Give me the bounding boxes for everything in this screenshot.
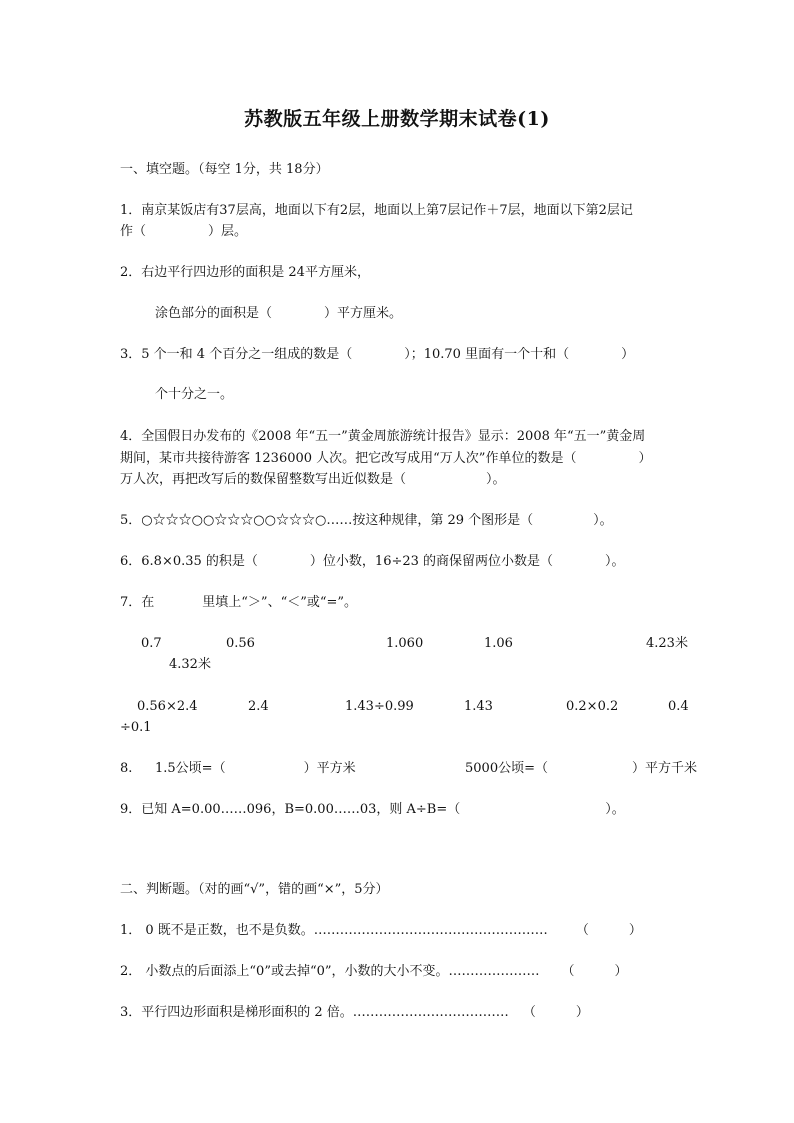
q7-text-a: 7．在: [120, 595, 155, 610]
q4-text-d: ）。: [486, 472, 506, 487]
q7-r1-compare-blank2[interactable]: [430, 634, 470, 654]
section2-header: 二、判断题。（对的画“√”，错的画“×”，5分）: [120, 882, 389, 897]
q4-line3: [120, 470, 506, 490]
q1-line2: [120, 222, 247, 242]
q5-line: [120, 511, 613, 531]
q6-text-b: ）位小数，16÷23 的商保留两位小数是（: [309, 554, 554, 569]
q3-line2: 个十分之一。: [155, 387, 234, 402]
judge-item-1-paren-right: ）: [628, 923, 642, 938]
q7-r1-item5: 4.23米: [646, 636, 688, 651]
q8-text-a: 1.5公顷=（: [155, 761, 226, 776]
judge-item-1-paren-left: （: [575, 923, 589, 938]
q2-line1-text: 2．右边平行四边形的面积是 24平方厘米，: [120, 265, 370, 280]
q7-instruction: [120, 593, 357, 613]
q7-r2-item3: 1.43÷0.99: [345, 699, 414, 714]
judge-item-2: [120, 962, 628, 982]
q3-text-c: ）: [621, 347, 635, 362]
q4-line2: [120, 449, 651, 469]
q3-text-b: ）；10.70 里面有一个十和（: [404, 347, 570, 362]
q2-line2: [155, 304, 402, 324]
q8-text-c: 5000公顷=（: [465, 761, 548, 776]
q7-text-b: 里填上“＞”、“＜”或“=”。: [202, 595, 358, 610]
q2-text-a: 涂色部分的面积是（: [155, 306, 273, 321]
q3-text-a: 3．5 个一和 4 个百分之一组成的数是（: [120, 347, 353, 362]
q5-text-b: ）。: [593, 513, 613, 528]
q8-text-b: ）平方米: [303, 761, 356, 776]
q9-text-b: ）。: [605, 802, 625, 817]
judge-item-3-text: 3．平行四边形面积是梯形面积的 2 倍。………………………………: [120, 1005, 509, 1020]
q4-text-a: 期间，某市共接待游客 1236000 人次。把它改写成用“万人次”作单位的数是（: [120, 451, 577, 466]
judge-item-3-paren-left: （: [522, 1005, 536, 1020]
judge-item-2-paren-right: ）: [614, 964, 628, 979]
q7-r1-item3: 1.060: [386, 636, 424, 651]
q7-r2-item5: 0.2×0.2: [566, 699, 619, 714]
q6-text-c: ）。: [605, 554, 625, 569]
q8-line: [155, 759, 356, 779]
q6-line: [120, 552, 625, 572]
q7-r2-item4: 1.43: [464, 699, 493, 714]
q9-line: [120, 800, 625, 820]
q4-text-b: ）: [638, 451, 652, 466]
q7-r1-item1: 0.7: [141, 636, 162, 651]
page-title: 苏教版五年级上册数学期末试卷(1): [244, 108, 550, 130]
q1-text-a: 作（: [120, 224, 147, 239]
judge-item-3-paren-right: ）: [575, 1005, 589, 1020]
q1-line1: 1．南京某饭店有37层高，地面以下有2层，地面以上第7层记作＋7层，地面以下第2层记: [120, 203, 633, 218]
q4-text-c: 万人次，再把改写后的数保留整数写出近似数是（: [120, 472, 407, 487]
judge-item-1: [120, 921, 642, 941]
q7-r2-item1: 0.56×2.4: [137, 699, 198, 714]
q9-text-a: 9．已知 A=0.00……096，B=0.00……03，则 A÷B=（: [120, 802, 461, 817]
q7-r1-item6: 4.32米: [169, 657, 211, 672]
q7-r1-item2: 0.56: [226, 636, 255, 651]
q8-number: 8.: [120, 761, 133, 776]
q7-r1-compare-blank1[interactable]: [175, 634, 215, 654]
q8-line2: [465, 759, 697, 779]
q7-r2-item6: 0.4: [668, 699, 689, 714]
q7-r2-item2: 2.4: [248, 699, 269, 714]
judge-item-2-text: 2． 小数点的后面添上“0”或去掉“0”，小数的大小不变。…………………: [120, 964, 540, 979]
judge-item-3: [120, 1003, 589, 1023]
section1-header: 一、填空题。（每空 1分，共 18分）: [120, 162, 329, 177]
q6-text-a: 6．6.8×0.35 的积是（: [120, 554, 258, 569]
q5-text-a: 5．○☆☆☆○○☆☆☆○○☆☆☆○……按这种规律，第 29 个图形是（: [120, 513, 534, 528]
q8-text-d: ）平方千米: [631, 761, 697, 776]
judge-item-1-text: 1． 0 既不是正数，也不是负数。………………………………………………: [120, 923, 548, 938]
q4-line1: 4．全国假日办发布的《2008 年“五一”黄金周旅游统计报告》显示：2008 年“五一”黄金周: [120, 429, 646, 444]
q2-text-b: ）平方厘米。: [324, 306, 403, 321]
q7-r1-item4: 1.06: [484, 636, 513, 651]
q7-r2-item6-wrap: ÷0.1: [120, 720, 152, 735]
q3-line1: [120, 345, 634, 365]
q1-text-b: ）层。: [208, 224, 248, 239]
judge-item-2-paren-left: （: [561, 964, 575, 979]
